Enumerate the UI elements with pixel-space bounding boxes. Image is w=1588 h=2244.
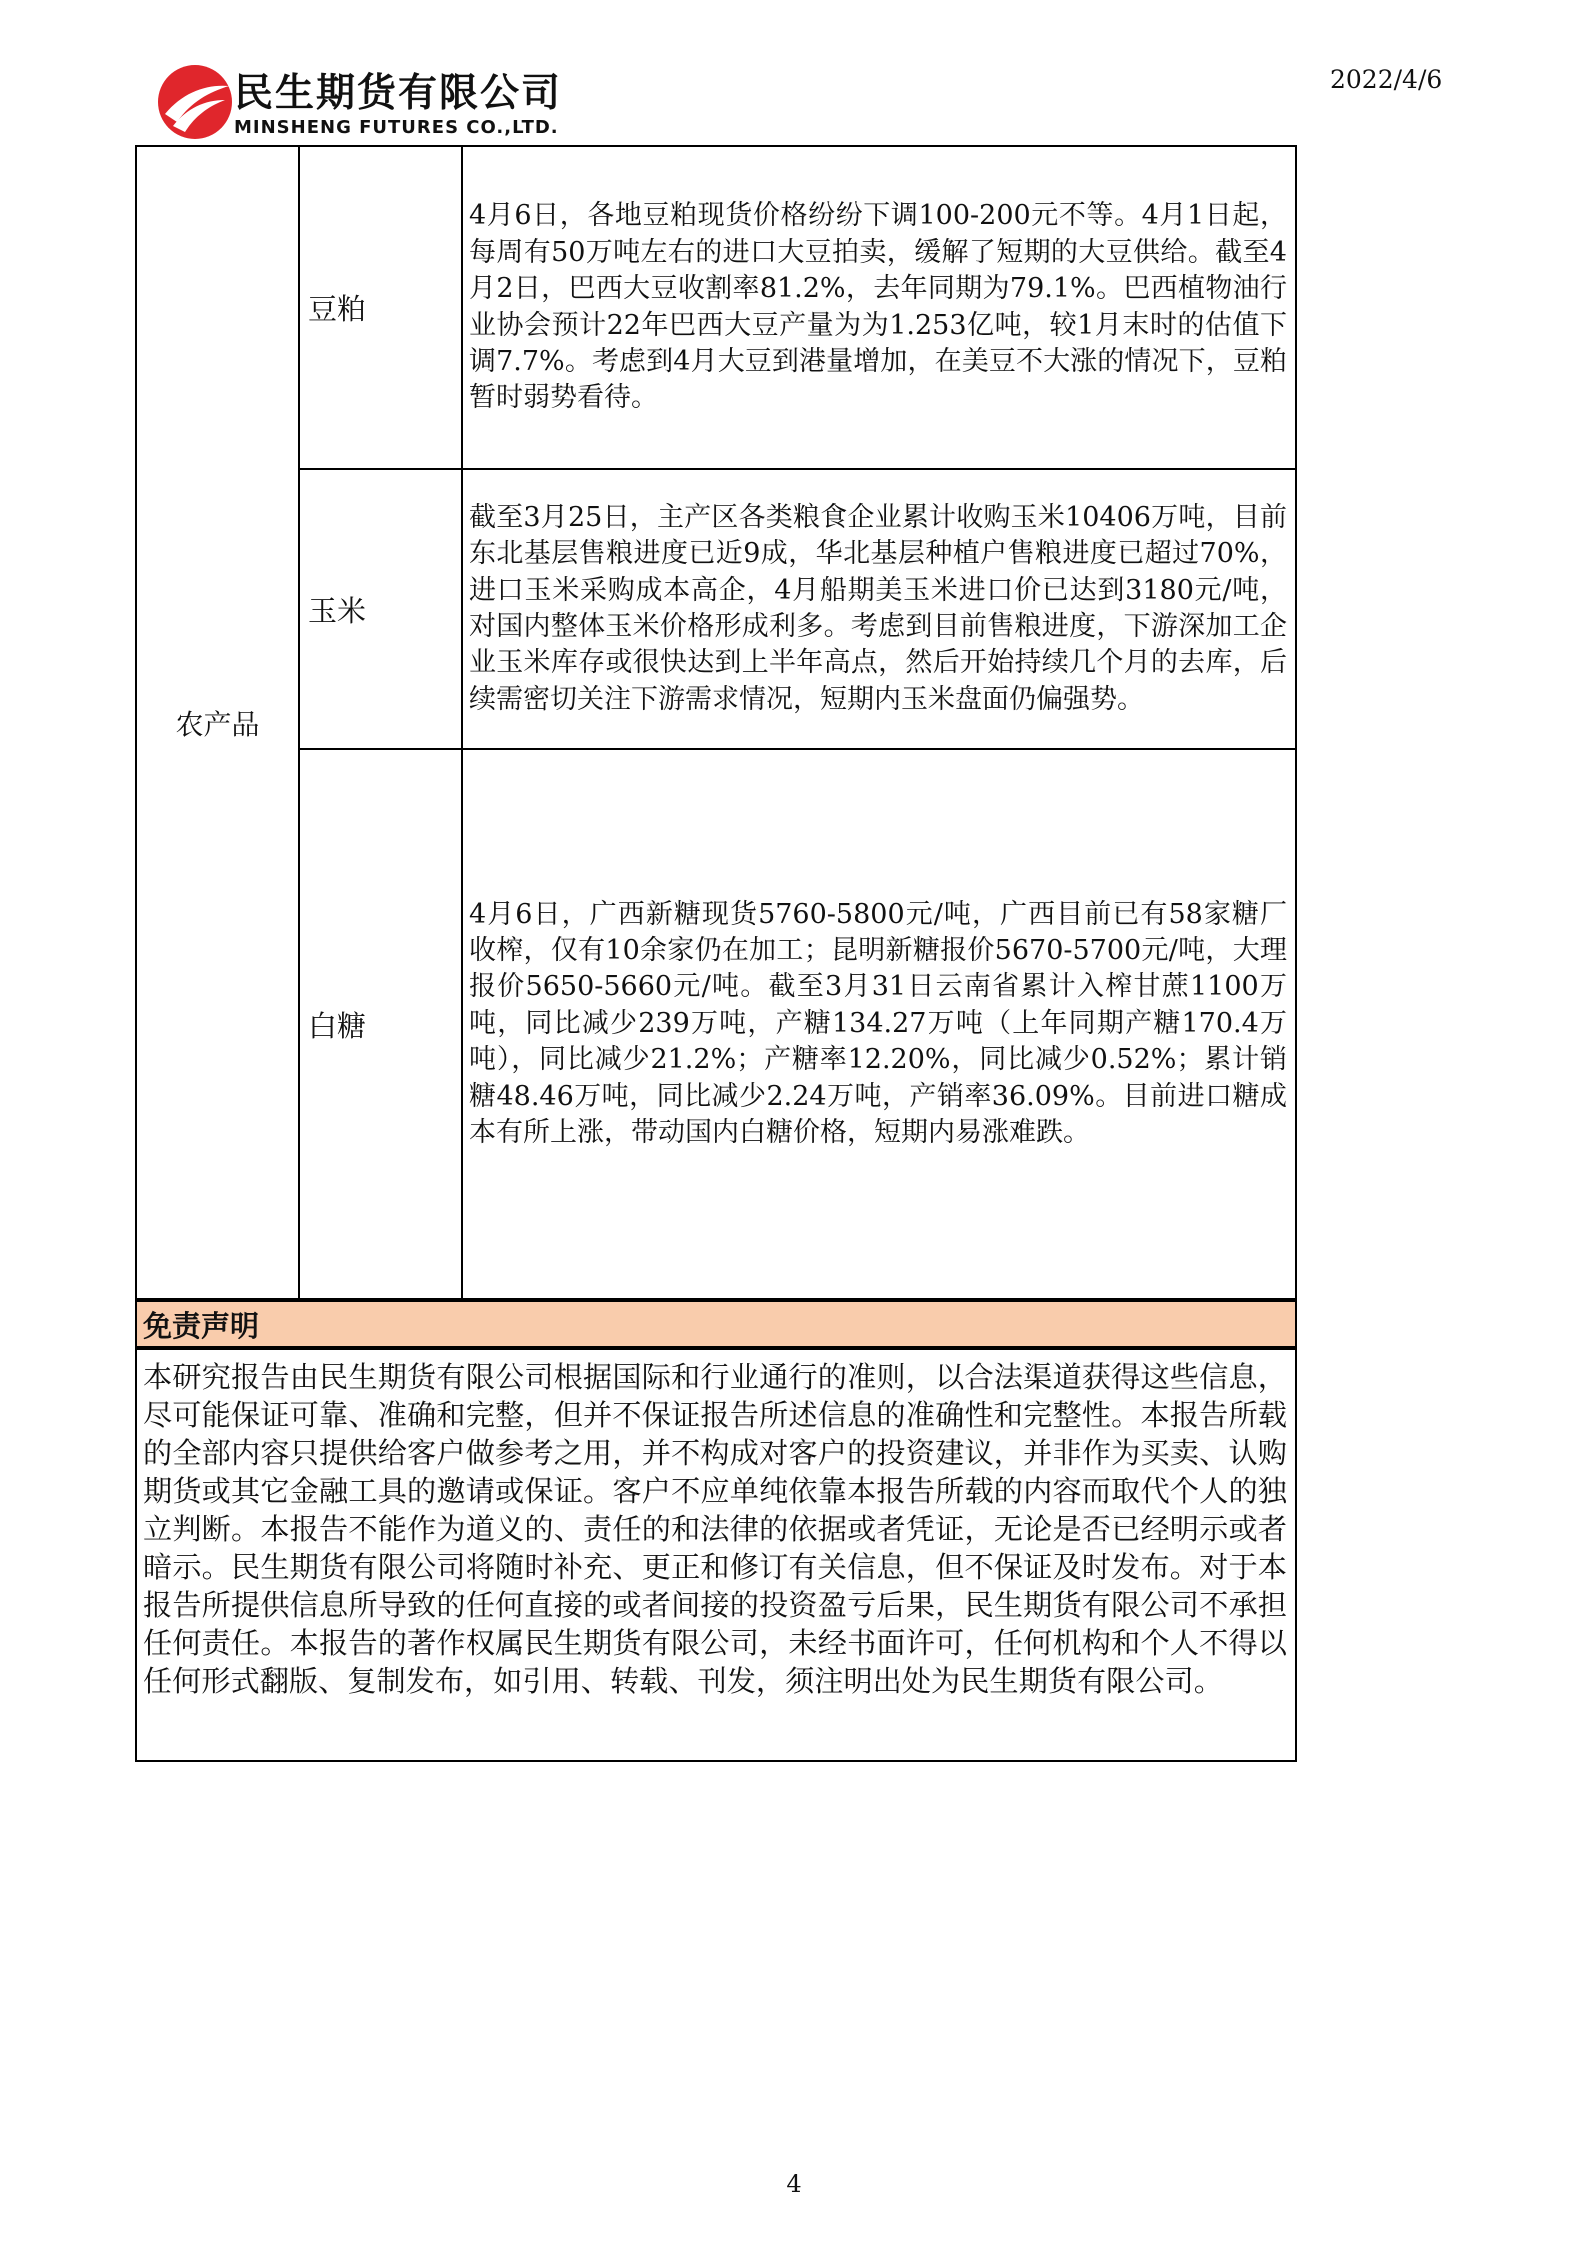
report-date: 2022/4/6 <box>1330 65 1443 94</box>
commodity-analysis: 4月6日，广西新糖现货5760-5800元/吨，广西目前已有58家糖厂收榨，仅有10余家仍在加工；昆明新糖报价5670-5700元/吨，大理报价5650-5660元/吨。截至3月31日云南省累计入榨甘蔗1100万吨，同比减少239万吨，产糖134.27万吨（上年同期产糖170.4万吨），同比减少21.2%；产糖率12.20%，同比减少0.52%；累计销糖48.46万吨，同比减少2.24万吨，产销率36.09%。目前进口糖成本有所上涨，带动国内白糖价格，短期内易涨难跌。 <box>469 898 1287 1149</box>
row-text-cell <box>461 145 1297 470</box>
commodity-table <box>135 145 1297 1300</box>
page-header <box>0 0 1588 150</box>
commodity-name: 白糖 <box>308 1008 367 1043</box>
commodity-name: 豆粕 <box>308 292 367 326</box>
row-name-cell <box>298 748 463 1300</box>
category-label: 农产品 <box>175 707 260 741</box>
row-name-cell <box>298 145 463 470</box>
disclaimer-body <box>135 1350 1297 1762</box>
disclaimer-title: 免责声明 <box>143 1308 260 1343</box>
page-number: 4 <box>786 2170 802 2198</box>
disclaimer-header <box>135 1300 1297 1350</box>
disclaimer-text: 本研究报告由民生期货有限公司根据国际和行业通行的准则，以合法渠道获得这些信息，尽可能保证可靠、准确和完整，但并不保证报告所述信息的准确性和完整性。本报告所载的全部内容只提供给客户做参考之用，并不构成对客户的投资建议，并非作为买卖、认购期货或其它金融工具的邀请或保证。客户不应单纯依靠本报告所载的内容而取代个人的独立判断。本报告不能作为道义的、责任的和法律的依据或者凭证，无论是否已经明示或者暗示。民生期货有限公司将随时补充、更正和修订有关信息，但不保证及时发布。对于本报告所提供信息所导致的任何直接的或者间接的投资盈亏后果，民生期货有限公司不承担任何责任。本报告的著作权属民生期货有限公司，未经书面许可，任何机构和个人不得以任何形式翻版、复制发布，如引用、转载、刊发，须注明出处为民生期货有限公司。 <box>143 1360 1287 1698</box>
minsheng-logo-icon <box>155 62 235 142</box>
company-name-en: MINSHENG FUTURES CO.,LTD. <box>234 117 559 138</box>
commodity-analysis: 截至3月25日，主产区各类粮食企业累计收购玉米10406万吨，目前东北基层售粮进度已近9成，华北基层种植户售粮进度已超过70%，进口玉米采购成本高企，4月船期美玉米进口价已达到3180元/吨，对国内整体玉米价格形成利多。考虑到目前售粮进度，下游深加工企业玉米库存或很快达到上半年高点，然后开始持续几个月的去库，后续需密切关注下游需求情况，短期内玉米盘面仍偏强势。 <box>469 501 1287 715</box>
category-cell <box>135 145 300 1300</box>
company-name-cn: 民生期货有限公司 <box>234 71 563 116</box>
commodity-name: 玉米 <box>308 593 367 628</box>
row-name-cell <box>298 468 463 750</box>
row-text-cell <box>461 468 1297 750</box>
row-text-cell <box>461 748 1297 1300</box>
commodity-analysis: 4月6日，各地豆粕现货价格纷纷下调100-200元不等。4月1日起，每周有50万吨左右的进口大豆拍卖，缓解了短期的大豆供给。截至4月2日，巴西大豆收割率81.2%，去年同期为79.1%。巴西植物油行业协会预计22年巴西大豆产量为为1.253亿吨，较1月末时的估值下调7.7%。考虑到4月大豆到港量增加，在美豆不大涨的情况下，豆粕暂时弱势看待。 <box>469 200 1287 414</box>
